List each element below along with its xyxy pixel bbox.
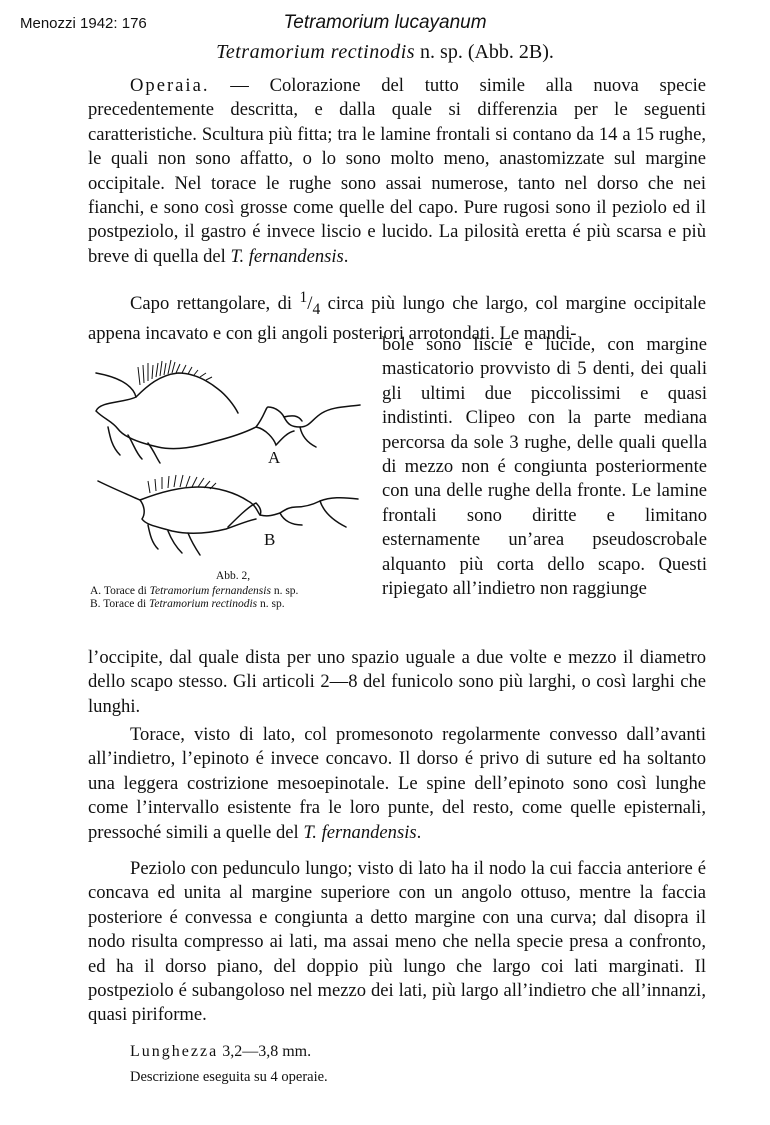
page-reference: Menozzi 1942: 176 bbox=[20, 15, 147, 32]
figure-caption-title: Abb. 2, bbox=[215, 570, 251, 582]
species-reference: T. fernandensis bbox=[230, 245, 344, 267]
paragraph-text-cont: circa più lungo che largo, col margine occipitale appena incavato e con gli angoli posteriori arrotondati. Le mandi- bbox=[88, 293, 706, 345]
caption-species: Tetramorium fernandensis bbox=[149, 585, 271, 597]
section-title-suffix: n. sp. (Abb. 2B). bbox=[415, 41, 554, 63]
section-species-name: Tetramorium rectinodis bbox=[216, 41, 416, 63]
fraction-slash: / bbox=[307, 293, 313, 315]
paragraph-thorax bbox=[88, 723, 706, 845]
section-title bbox=[0, 41, 770, 64]
fraction-numerator: 1 bbox=[299, 289, 308, 306]
figure-a-outline bbox=[96, 373, 360, 449]
figure-label-b: B bbox=[264, 530, 276, 549]
paragraph-end: . bbox=[343, 245, 349, 267]
paragraph-end: . bbox=[416, 821, 422, 843]
description-note: Descrizione eseguita su 4 operaie. bbox=[130, 1069, 328, 1085]
page-species-title: Tetramorium lucayanum bbox=[283, 12, 487, 33]
caption-prefix: B. Torace di bbox=[90, 598, 150, 610]
figure-thorax-drawings bbox=[88, 355, 378, 565]
paragraph-occiput: l’occipite, dal quale dista per uno spazio uguale a due volte e mezzo il diametro dello scapo stesso. Gli articoli 2—8 del funicolo sono più larghi, o così larghi che lunghi. bbox=[88, 647, 706, 717]
paragraph-petiole: Peziolo con pedunculo lungo; visto di lato ha il nodo la cui faccia anteriore é concava ed unita al margine superiore con un angolo ottuso, mentre la faccia posteriore é convessa e congiunta a detto margine con una curva; dal disopra il nodo risulta compresso ai lati, ma assai meno che nella specie presa a confronto, ed ha il dorso piano, del doppio più lungo che largo coi lati marginati. Il postpeziolo é subangoloso nel mezzo dei lati, più largo all’indietro che all’innanzi, quasi piriforme. bbox=[88, 858, 706, 1026]
length-measure bbox=[130, 1043, 311, 1061]
figure-caption-a bbox=[90, 585, 298, 597]
fraction-denominator: 4 bbox=[312, 300, 321, 318]
caption-species: Tetramorium rectinodis bbox=[149, 598, 258, 610]
caption-suffix: n. sp. bbox=[257, 598, 285, 610]
paragraph-text: — Colorazione del tutto simile alla nuova specie precedentemente descritta, e dalla quale si differenzia per le seguenti caratteristiche. Scultura più fitta; tra le lamine frontali si contano da 14 a 15 rughe, le quali non sono affatto, o lo sono molto meno, anastomizzate sul margine occipitale. Nel torace le rughe sono assai numerose, tanto nel dorso che nei fianchi, e sono così grosse come quelle del capo. Pure rugosi sono il peziolo ed il postpeziolo, il gastro é invece liscio e lucido. La pilosità eretta é più scarsa e più breve di quella del bbox=[88, 75, 706, 267]
length-label: Lunghezza bbox=[130, 1043, 219, 1060]
caption-suffix: n. sp. bbox=[270, 585, 299, 597]
figure-label-a: A bbox=[268, 448, 281, 467]
paragraph-text: Torace, visto di lato, col promesonoto regolarmente convesso dall’avanti all’indietro, l’epinoto é invece concavo. Il dorso é privo di suture ed ha soltanto una leggera costrizione mesoepinotale. Le spine dell’epinoto sono così lunghe come l’intervallo esistente fra le loro punte, del resto, come quelle episternali, pressoché simili a quelle del bbox=[88, 724, 706, 843]
species-reference: T. fernandensis bbox=[303, 821, 417, 843]
caption-prefix: A. Torace di bbox=[90, 585, 150, 597]
paragraph-text: Capo rettangolare, di bbox=[130, 293, 300, 315]
length-value: 3,2—3,8 mm. bbox=[218, 1043, 312, 1060]
paragraph-wrapped-text: bole sono liscie e lucide, con margine masticatorio provvisto di 5 denti, dei quali gli ultimi due piccolissimi e quasi indistinti. Clipeo con la parte mediana percorsa da sole 3 rughe, delle quali quella di mezzo non é congiunta posteriormente con una delle rughe della fronte. Le lamine frontali sono diritte e limitano esternamente un’area pseudoscrobale alquanto più corta dello scapo. Questi ripiegato all’indietro non raggiunge bbox=[382, 334, 707, 600]
paragraph-worker bbox=[88, 74, 706, 269]
figure-caption-b bbox=[90, 598, 285, 610]
paragraph-lead: Operaia. bbox=[130, 75, 210, 96]
